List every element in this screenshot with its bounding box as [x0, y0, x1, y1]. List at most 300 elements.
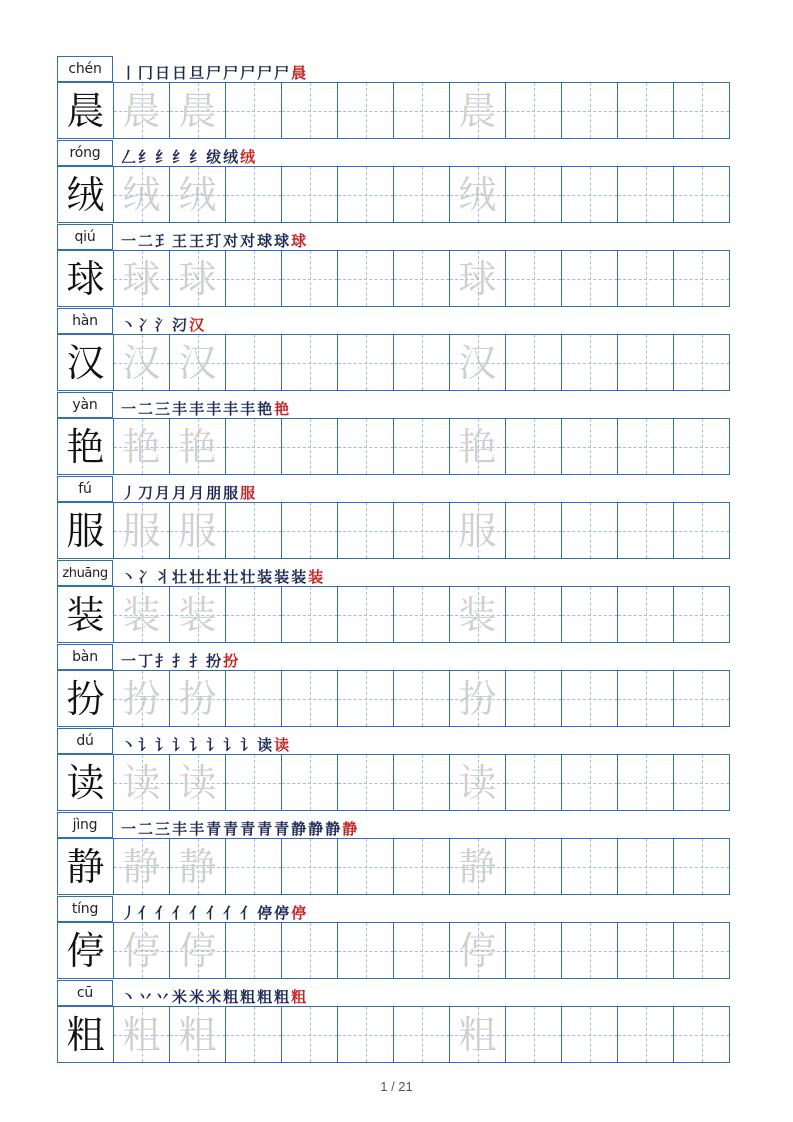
writing-grid [57, 838, 730, 895]
stroke-step: 丰 [172, 820, 188, 838]
practice-cell[interactable] [562, 587, 618, 642]
trace-character: 静 [458, 844, 497, 889]
writing-grid [57, 166, 730, 223]
model-character: 晨 [66, 88, 105, 133]
stroke-step: 装 [291, 568, 307, 586]
stroke-step: 晨 [291, 64, 307, 82]
practice-cell[interactable] [450, 83, 506, 138]
stroke-step: 丷 [155, 988, 171, 1006]
model-cell [58, 1007, 114, 1062]
practice-cell[interactable] [170, 419, 226, 474]
pinyin-label: hàn [57, 308, 113, 334]
stroke-step: 丁 [138, 652, 154, 670]
stroke-step: 球 [291, 232, 307, 250]
stroke-step: 尸 [223, 64, 239, 82]
stroke-step: 亻 [172, 904, 188, 922]
stroke-step: 服 [240, 484, 256, 502]
practice-cell[interactable] [170, 503, 226, 558]
practice-cell[interactable] [282, 587, 338, 642]
stroke-step: 讠 [138, 736, 154, 754]
practice-cell[interactable] [618, 923, 674, 978]
practice-cell[interactable] [114, 587, 170, 642]
trace-character: 扮 [458, 676, 497, 721]
stroke-step: 纟 [172, 148, 188, 166]
practice-cell[interactable] [618, 83, 674, 138]
practice-cell[interactable] [506, 419, 562, 474]
practice-cell[interactable] [282, 923, 338, 978]
stroke-step: 丶 [121, 736, 137, 754]
stroke-step: 讠 [189, 736, 205, 754]
stroke-step: 冫 [138, 568, 154, 586]
practice-cell[interactable] [338, 335, 394, 390]
trace-character: 晨 [178, 88, 217, 133]
stroke-step: 纟 [155, 148, 171, 166]
writing-grid [57, 922, 730, 979]
practice-cell[interactable] [562, 671, 618, 726]
practice-cell[interactable] [170, 923, 226, 978]
stroke-step: 月 [189, 484, 205, 502]
practice-cell[interactable] [170, 251, 226, 306]
stroke-step: 一 [121, 820, 137, 838]
practice-cell[interactable] [674, 251, 729, 306]
stroke-step: 亻 [138, 904, 154, 922]
practice-cell[interactable] [170, 1007, 226, 1062]
stroke-order [121, 228, 306, 250]
stroke-step: 月 [172, 484, 188, 502]
stroke-step: 停 [257, 904, 273, 922]
model-cell [58, 251, 114, 306]
practice-cell[interactable] [506, 923, 562, 978]
practice-cell[interactable] [338, 167, 394, 222]
practice-cell[interactable] [226, 419, 282, 474]
practice-cell[interactable] [282, 251, 338, 306]
practice-cell[interactable] [618, 755, 674, 810]
stroke-step: 冂 [138, 64, 154, 82]
stroke-step: 丰 [172, 400, 188, 418]
writing-grid [57, 250, 730, 307]
practice-cell[interactable] [674, 923, 729, 978]
practice-cell[interactable] [226, 923, 282, 978]
practice-cell[interactable] [282, 839, 338, 894]
practice-cell[interactable] [114, 503, 170, 558]
stroke-step: 青 [257, 820, 273, 838]
practice-cell[interactable] [114, 335, 170, 390]
trace-character: 汉 [458, 340, 497, 385]
model-cell [58, 923, 114, 978]
model-character: 绒 [66, 172, 105, 217]
stroke-step: 汉 [189, 316, 205, 334]
stroke-step: 米 [189, 988, 205, 1006]
stroke-step: 停 [291, 904, 307, 922]
stroke-step: 二 [138, 400, 154, 418]
stroke-step: 粗 [223, 988, 239, 1006]
practice-cell[interactable] [114, 83, 170, 138]
practice-cell[interactable] [674, 587, 729, 642]
stroke-step: 讠 [155, 736, 171, 754]
stroke-step: 丰 [206, 400, 222, 418]
practice-cell[interactable] [338, 1007, 394, 1062]
practice-cell[interactable] [506, 755, 562, 810]
model-character: 停 [66, 928, 105, 973]
practice-cell[interactable] [618, 1007, 674, 1062]
practice-cell[interactable] [338, 503, 394, 558]
practice-cell[interactable] [226, 335, 282, 390]
practice-cell[interactable] [562, 839, 618, 894]
stroke-step: 尸 [206, 64, 222, 82]
practice-cell[interactable] [674, 503, 729, 558]
model-cell [58, 839, 114, 894]
practice-cell[interactable] [114, 923, 170, 978]
practice-cell[interactable] [506, 167, 562, 222]
trace-character: 粗 [122, 1012, 161, 1057]
practice-cell[interactable] [114, 167, 170, 222]
practice-cell[interactable] [114, 839, 170, 894]
stroke-step: 服 [223, 484, 239, 502]
practice-cell[interactable] [618, 335, 674, 390]
trace-character: 绒 [178, 172, 217, 217]
character-row [57, 224, 730, 307]
stroke-step: 二 [138, 232, 154, 250]
pinyin-label: fú [57, 476, 113, 502]
stroke-step: 球 [274, 232, 290, 250]
practice-cell[interactable] [282, 755, 338, 810]
trace-character: 读 [178, 760, 217, 805]
stroke-step: 壮 [240, 568, 256, 586]
stroke-step: 艳 [257, 400, 273, 418]
stroke-order [121, 984, 306, 1006]
stroke-step: 绒 [240, 148, 256, 166]
stroke-step: 三 [155, 820, 171, 838]
practice-cell[interactable] [674, 83, 729, 138]
stroke-step: 旦 [189, 64, 205, 82]
stroke-step: 青 [274, 820, 290, 838]
practice-cell[interactable] [170, 587, 226, 642]
practice-cell[interactable] [394, 419, 450, 474]
practice-cell[interactable] [506, 503, 562, 558]
practice-cell[interactable] [674, 167, 729, 222]
practice-cell[interactable] [450, 587, 506, 642]
stroke-step: 扌 [172, 652, 188, 670]
practice-cell[interactable] [394, 251, 450, 306]
stroke-step: 𤣩 [155, 232, 171, 250]
practice-cell[interactable] [226, 839, 282, 894]
model-cell [58, 83, 114, 138]
practice-cell[interactable] [618, 671, 674, 726]
pinyin-label: yàn [57, 392, 113, 418]
stroke-step: 粗 [291, 988, 307, 1006]
model-character: 静 [66, 844, 105, 889]
practice-cell[interactable] [618, 419, 674, 474]
pinyin-label: róng [57, 140, 113, 166]
stroke-step: 一 [121, 232, 137, 250]
trace-character: 艳 [178, 424, 217, 469]
trace-character: 晨 [458, 88, 497, 133]
practice-cell[interactable] [674, 419, 729, 474]
practice-cell[interactable] [282, 503, 338, 558]
practice-cell[interactable] [226, 755, 282, 810]
practice-cell[interactable] [450, 923, 506, 978]
stroke-step: 玎 [206, 232, 222, 250]
stroke-step: 刀 [138, 484, 154, 502]
practice-cell[interactable] [394, 839, 450, 894]
practice-cell[interactable] [170, 839, 226, 894]
stroke-step: 讠 [240, 736, 256, 754]
practice-cell[interactable] [394, 335, 450, 390]
stroke-step: 汈 [172, 316, 188, 334]
model-character: 粗 [66, 1012, 105, 1057]
practice-cell[interactable] [618, 503, 674, 558]
stroke-order [121, 564, 323, 586]
stroke-step: 一 [121, 652, 137, 670]
stroke-step: 朋 [206, 484, 222, 502]
stroke-step: 丿 [121, 484, 137, 502]
stroke-step: 扌 [189, 652, 205, 670]
stroke-step: 亻 [189, 904, 205, 922]
practice-cell[interactable] [114, 1007, 170, 1062]
practice-cell[interactable] [562, 83, 618, 138]
practice-cell[interactable] [506, 335, 562, 390]
practice-cell[interactable] [226, 671, 282, 726]
practice-cell[interactable] [338, 419, 394, 474]
trace-character: 粗 [458, 1012, 497, 1057]
trace-character: 汉 [178, 340, 217, 385]
writing-grid [57, 754, 730, 811]
trace-character: 绒 [458, 172, 497, 217]
practice-cell[interactable] [338, 251, 394, 306]
practice-cell[interactable] [338, 839, 394, 894]
stroke-step: 粗 [274, 988, 290, 1006]
practice-cell[interactable] [506, 671, 562, 726]
writing-grid [57, 670, 730, 727]
trace-character: 静 [122, 844, 161, 889]
practice-cell[interactable] [394, 167, 450, 222]
model-cell [58, 419, 114, 474]
model-character: 艳 [66, 424, 105, 469]
practice-cell[interactable] [450, 839, 506, 894]
practice-cell[interactable] [674, 335, 729, 390]
practice-cell[interactable] [394, 923, 450, 978]
practice-cell[interactable] [226, 251, 282, 306]
practice-cell[interactable] [562, 167, 618, 222]
practice-cell[interactable] [450, 419, 506, 474]
stroke-step: 丬 [155, 568, 171, 586]
page-number: 1 / 21 [380, 1079, 413, 1094]
practice-cell[interactable] [114, 755, 170, 810]
stroke-step: 对 [223, 232, 239, 250]
practice-cell[interactable] [506, 587, 562, 642]
practice-cell[interactable] [114, 671, 170, 726]
stroke-step: 亻 [240, 904, 256, 922]
practice-cell[interactable] [394, 587, 450, 642]
practice-cell[interactable] [618, 839, 674, 894]
stroke-step: 扌 [155, 652, 171, 670]
stroke-step: 壮 [206, 568, 222, 586]
practice-cell[interactable] [506, 83, 562, 138]
stroke-step: 静 [325, 820, 341, 838]
stroke-step: 月 [155, 484, 171, 502]
practice-cell[interactable] [450, 1007, 506, 1062]
stroke-step: 讠 [172, 736, 188, 754]
writing-grid [57, 334, 730, 391]
pinyin-label: dú [57, 728, 113, 754]
stroke-step: 丿 [121, 904, 137, 922]
stroke-step: 艳 [274, 400, 290, 418]
practice-cell[interactable] [170, 83, 226, 138]
stroke-order [121, 480, 255, 502]
practice-cell[interactable] [562, 251, 618, 306]
practice-cell[interactable] [170, 671, 226, 726]
model-cell [58, 671, 114, 726]
practice-cell[interactable] [450, 503, 506, 558]
practice-cell[interactable] [114, 419, 170, 474]
trace-character: 晨 [122, 88, 161, 133]
practice-cell[interactable] [394, 503, 450, 558]
practice-cell[interactable] [394, 83, 450, 138]
practice-cell[interactable] [338, 923, 394, 978]
trace-character: 扮 [178, 676, 217, 721]
stroke-order [121, 816, 357, 838]
practice-cell[interactable] [394, 755, 450, 810]
practice-cell[interactable] [114, 251, 170, 306]
practice-cell[interactable] [674, 839, 729, 894]
practice-cell[interactable] [674, 671, 729, 726]
model-character: 球 [66, 256, 105, 301]
practice-cell[interactable] [394, 671, 450, 726]
stroke-step: 纟 [189, 148, 205, 166]
practice-cell[interactable] [562, 335, 618, 390]
practice-cell[interactable] [338, 587, 394, 642]
practice-cell[interactable] [450, 251, 506, 306]
trace-character: 汉 [122, 340, 161, 385]
practice-cell[interactable] [226, 587, 282, 642]
stroke-step: 粗 [240, 988, 256, 1006]
practice-cell[interactable] [170, 335, 226, 390]
stroke-step: 纟 [138, 148, 154, 166]
practice-cell[interactable] [450, 755, 506, 810]
practice-cell[interactable] [338, 83, 394, 138]
stroke-step: 讠 [223, 736, 239, 754]
pinyin-label: tíng [57, 896, 113, 922]
practice-cell[interactable] [674, 755, 729, 810]
stroke-step: 米 [172, 988, 188, 1006]
practice-cell[interactable] [282, 671, 338, 726]
practice-cell[interactable] [674, 1007, 729, 1062]
stroke-step: 青 [206, 820, 222, 838]
stroke-step: 日 [155, 64, 171, 82]
character-row [57, 308, 730, 391]
model-character: 扮 [66, 676, 105, 721]
practice-cell[interactable] [506, 1007, 562, 1062]
trace-character: 艳 [458, 424, 497, 469]
stroke-step: 𠃋 [121, 148, 137, 166]
practice-cell[interactable] [562, 419, 618, 474]
stroke-step: 壮 [189, 568, 205, 586]
practice-cell[interactable] [450, 167, 506, 222]
stroke-step: 讠 [206, 736, 222, 754]
practice-cell[interactable] [618, 587, 674, 642]
trace-character: 艳 [122, 424, 161, 469]
character-row [57, 56, 730, 139]
stroke-step: 日 [172, 64, 188, 82]
trace-character: 服 [178, 508, 217, 553]
practice-cell[interactable] [618, 167, 674, 222]
stroke-order [121, 396, 289, 418]
stroke-order [121, 60, 306, 82]
model-cell [58, 167, 114, 222]
stroke-step: 尸 [257, 64, 273, 82]
stroke-step: 亻 [206, 904, 222, 922]
practice-cell[interactable] [618, 251, 674, 306]
trace-character: 读 [458, 760, 497, 805]
stroke-step: 氵 [155, 316, 171, 334]
practice-cell[interactable] [282, 1007, 338, 1062]
trace-character: 装 [178, 592, 217, 637]
character-row [57, 392, 730, 475]
practice-cell[interactable] [394, 1007, 450, 1062]
practice-cell[interactable] [226, 503, 282, 558]
stroke-step: 粗 [257, 988, 273, 1006]
trace-character: 球 [458, 256, 497, 301]
practice-cell[interactable] [170, 167, 226, 222]
practice-cell[interactable] [562, 755, 618, 810]
model-character: 装 [66, 592, 105, 637]
practice-cell[interactable] [562, 923, 618, 978]
stroke-step: 亻 [155, 904, 171, 922]
practice-cell[interactable] [450, 671, 506, 726]
stroke-step: 装 [257, 568, 273, 586]
practice-cell[interactable] [226, 83, 282, 138]
trace-character: 装 [458, 592, 497, 637]
stroke-step: 壮 [223, 568, 239, 586]
practice-cell[interactable] [562, 503, 618, 558]
model-cell [58, 587, 114, 642]
practice-cell[interactable] [562, 1007, 618, 1062]
practice-cell[interactable] [450, 335, 506, 390]
practice-cell[interactable] [338, 671, 394, 726]
stroke-step: 读 [257, 736, 273, 754]
stroke-step: 停 [274, 904, 290, 922]
stroke-step: 尸 [274, 64, 290, 82]
practice-cell[interactable] [506, 251, 562, 306]
stroke-step: 装 [308, 568, 324, 586]
stroke-step: 扮 [223, 652, 239, 670]
practice-cell[interactable] [282, 167, 338, 222]
stroke-step: 静 [342, 820, 358, 838]
practice-cell[interactable] [282, 335, 338, 390]
stroke-step: 扮 [206, 652, 222, 670]
trace-character: 读 [122, 760, 161, 805]
practice-cell[interactable] [338, 755, 394, 810]
pinyin-label: qiú [57, 224, 113, 250]
stroke-step: 丰 [223, 400, 239, 418]
stroke-step: 亻 [223, 904, 239, 922]
practice-cell[interactable] [170, 755, 226, 810]
practice-cell[interactable] [282, 83, 338, 138]
stroke-step: 青 [223, 820, 239, 838]
character-row [57, 476, 730, 559]
practice-cell[interactable] [226, 1007, 282, 1062]
practice-cell[interactable] [506, 839, 562, 894]
trace-character: 扮 [122, 676, 161, 721]
practice-cell[interactable] [226, 167, 282, 222]
stroke-step: 丶 [121, 316, 137, 334]
practice-cell[interactable] [282, 419, 338, 474]
stroke-step: 青 [240, 820, 256, 838]
stroke-step: 丰 [240, 400, 256, 418]
stroke-step: 冫 [138, 316, 154, 334]
stroke-step: 静 [308, 820, 324, 838]
stroke-step: 装 [274, 568, 290, 586]
